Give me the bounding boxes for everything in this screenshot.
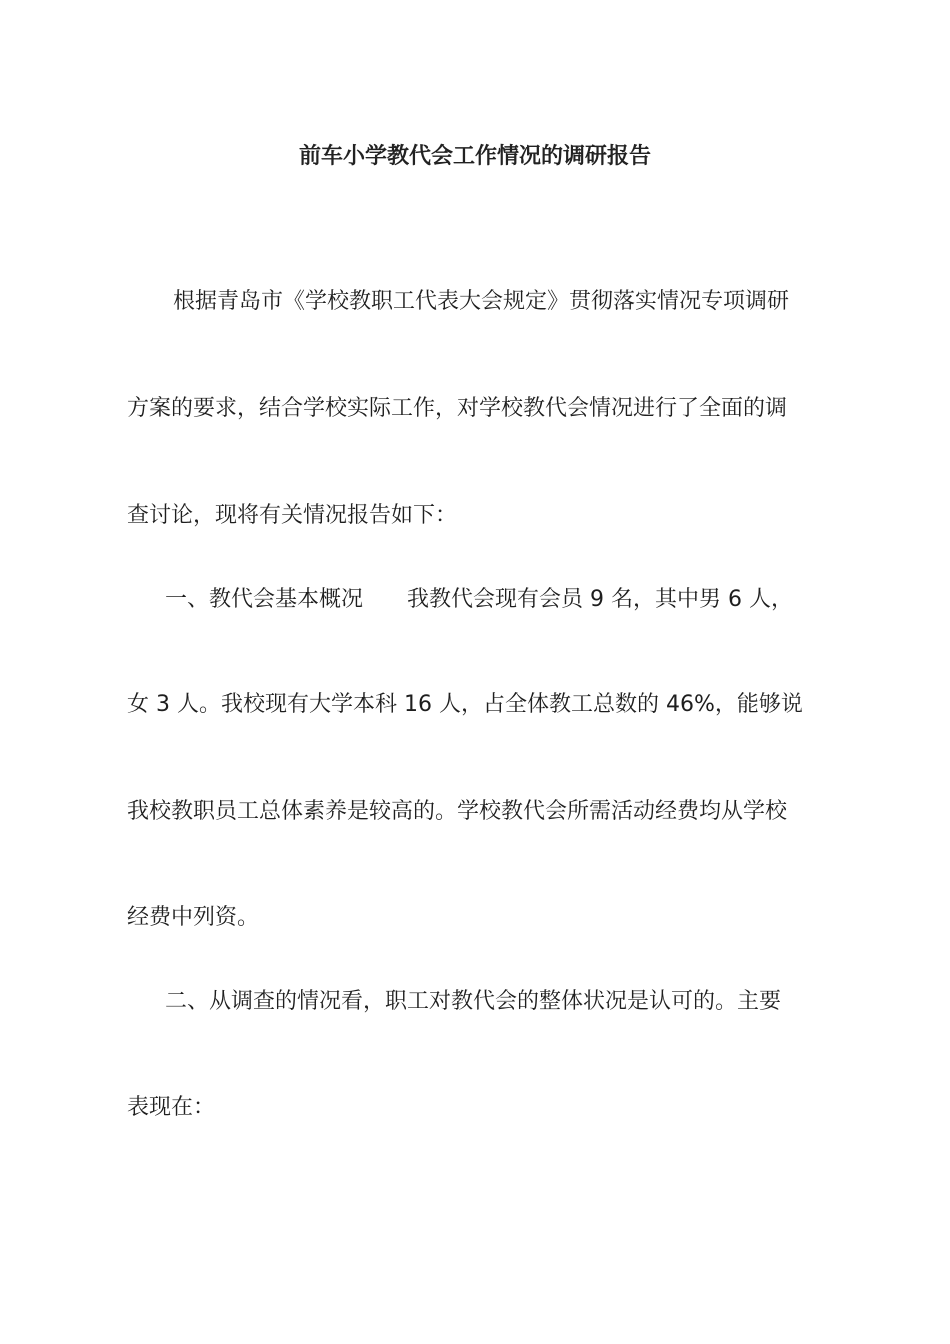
paragraph-line: 根据青岛市《学校教职工代表大会规定》贯彻落实情况专项调研	[173, 289, 790, 314]
paragraph-line: 经费中列资。	[127, 905, 260, 930]
paragraph-line: 二、从调查的情况看，职工对教代会的整体状况是认可的。主要	[165, 989, 782, 1014]
paragraph-line: 方案的要求，结合学校实际工作，对学校教代会情况进行了全面的调	[127, 396, 788, 421]
paragraph-line: 表现在：	[127, 1095, 216, 1120]
document-title: 前车小学教代会工作情况的调研报告	[298, 144, 651, 169]
paragraph-line: 一、教代会基本概况 我教代会现有会员 9 名，其中男 6 人，	[165, 587, 793, 612]
paragraph-line: 女 3 人。我校现有大学本科 16 人，占全体教工总数的 46%，能够说	[127, 692, 803, 717]
paragraph-line: 查讨论，现将有关情况报告如下：	[127, 503, 458, 528]
paragraph-line: 我校教职员工总体素养是较高的。学校教代会所需活动经费均从学校	[127, 799, 788, 824]
